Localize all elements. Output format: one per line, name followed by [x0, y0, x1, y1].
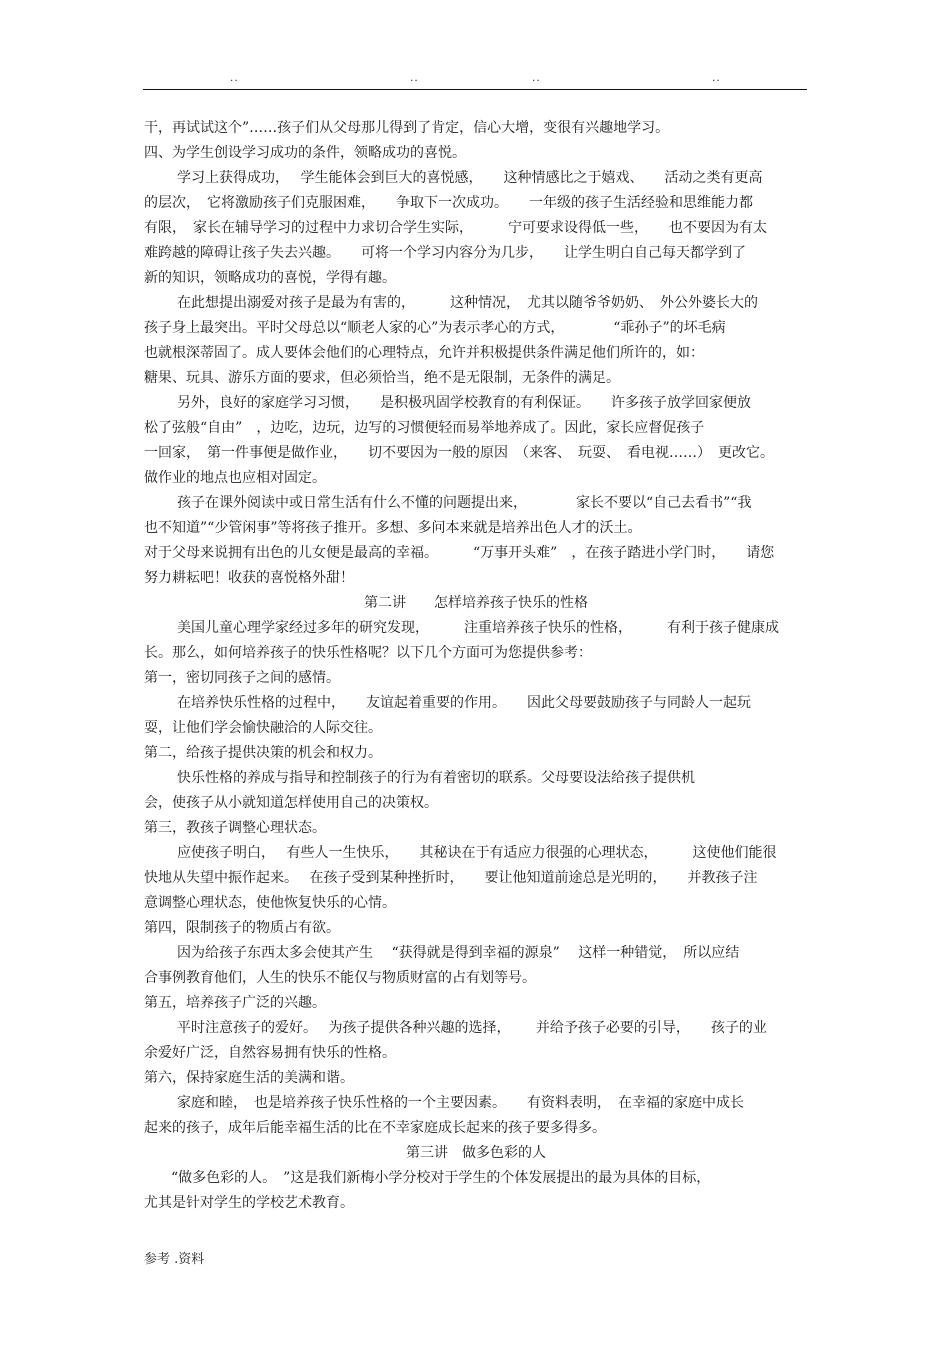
header-dots: .. [532, 70, 541, 84]
header-dots: .. [712, 70, 721, 84]
text-line: 长。那么，如何培养孩子的快乐性格呢？以下几个方面可为您提供参考： [144, 645, 592, 661]
text-line: 也不知道”“少管闲事”等将孩子推开。多想、多问本来就是培养出色人才的沃土。 [144, 520, 642, 536]
text-line: 起来的孩子，成年后能幸福生活的比在不幸家庭成长起来的孩子要多得多。 [144, 1120, 606, 1136]
section-heading: 第三，教孩子调整心理状态。 [144, 820, 326, 836]
text-line: 干，再试试这个”……孩子们从父母那儿得到了肯定，信心大增，变很有兴趣地学习。 [144, 120, 670, 136]
text-line: 耍，让他们学会愉快融洽的人际交往。 [144, 720, 382, 736]
lecture-heading: 第三讲 做多色彩的人 [406, 1145, 546, 1161]
text-line: 孩子在课外阅读中或日常生活有什么不懂的问题提出来， 家长不要以“自己去看书”“我 [177, 495, 752, 511]
text-line: 快地从失望中振作起来。 在孩子受到某种挫折时， 要让他知道前途总是光明的， 并教孩子注 [144, 870, 758, 886]
body-text [144, 116, 808, 1216]
text-line: 有限， 家长在辅导学习的过程中力求切合学生实际， 宁可要求设得低一些， 也不要因为有太 [144, 220, 767, 236]
text-line: 余爱好广泛，自然容易拥有快乐的性格。 [144, 1045, 396, 1061]
section-heading: 第一，密切同孩子之间的感情。 [144, 670, 340, 686]
text-line: 美国儿童心理学家经过多年的研究发现， 注重培养孩子快乐的性格， 有利于孩子健康成 [177, 620, 779, 636]
text-line: 会，使孩子从小就知道怎样使用自己的决策权。 [144, 795, 438, 811]
section-heading: 第六，保持家庭生活的美满和谐。 [144, 1070, 354, 1086]
section-heading: 第四，限制孩子的物质占有欲。 [144, 920, 340, 936]
text-line: 对于父母来说拥有出色的儿女便是最高的幸福。 “万事开头难” ，在孩子踏进小学门时， 请您 [144, 545, 775, 561]
text-line: 难跨越的障碍让孩子失去兴趣。 可将一个学习内容分为几步， 让学生明白自己每天都学到了 [144, 245, 746, 261]
text-line: 糖果、玩具、游乐方面的要求，但必须恰当，绝不是无限制，无条件的满足。 [144, 370, 620, 386]
section-heading: 四、为学生创设学习成功的条件，领略成功的喜悦。 [144, 145, 466, 161]
header-rule [143, 89, 807, 90]
text-line: 在此想提出溺爱对孩子是最为有害的， 这种情况， 尤其以随爷爷奶奶、 外公外婆长大的 [177, 295, 758, 311]
header-dots: .. [230, 70, 239, 84]
text-line: 意调整心理状态，使他恢复快乐的心情。 [144, 895, 396, 911]
text-line: 孩子身上最突出。平时父母总以“顺老人家的心”为表示孝心的方式， “乖孙子”的坏毛病 [144, 320, 726, 336]
text-line: 尤其是针对学生的学校艺术教育。 [144, 1195, 354, 1211]
text-line: 应使孩子明白， 有些人一生快乐， 其秘诀在于有适应力很强的心理状态， 这使他们能很 [177, 845, 777, 861]
text-line: 新的知识，领略成功的喜悦，学得有趣。 [144, 270, 396, 286]
text-line: 家庭和睦， 也是培养孩子快乐性格的一个主要因素。 有资料表明， 在幸福的家庭中成长 [177, 1095, 744, 1111]
text-line: 努力耕耘吧！收获的喜悦格外甜！ [144, 570, 354, 586]
text-line: 在培养快乐性格的过程中， 友谊起着重要的作用。 因此父母要鼓励孩子与同龄人一起玩 [177, 695, 751, 711]
text-line: “做多色彩的人。 ”这是我们新梅小学分校对于学生的个体发展提出的最为具体的目标， [171, 1170, 711, 1186]
section-heading: 第二，给孩子提供决策的机会和权力。 [144, 745, 382, 761]
page-footer: 参考 .资料 [144, 1252, 205, 1267]
text-line: 合事例教育他们，人生的快乐不能仅与物质财富的占有划等号。 [144, 970, 536, 986]
text-line: 松了弦般“自由” ，边吃，边玩，边写的习惯便轻而易举地养成了。因此，家长应督促孩子 [144, 420, 705, 436]
text-line: 平时注意孩子的爱好。 为孩子提供各种兴趣的选择， 并给予孩子必要的引导， 孩子的业 [177, 1020, 767, 1036]
text-line: 一回家， 第一件事便是做作业， 切不要因为一般的原因 （来客、 玩耍、 看电视……） 更改它。 [144, 445, 774, 461]
text-line: 快乐性格的养成与指导和控制孩子的行为有着密切的联系。父母要设法给孩子提供机 [177, 770, 695, 786]
text-line: 因为给孩子东西太多会使其产生 “获得就是得到幸福的源泉” 这样一种错觉， 所以应结 [177, 945, 740, 961]
text-line: 另外，良好的家庭学习习惯， 是积极巩固学校教育的有利保证。 许多孩子放学回家便放 [177, 395, 751, 411]
text-line: 学习上获得成功， 学生能体会到巨大的喜悦感， 这种情感比之于嬉戏、 活动之类有更高 [177, 170, 763, 186]
section-heading: 第五，培养孩子广泛的兴趣。 [144, 995, 326, 1011]
lecture-heading: 第二讲 怎样培养孩子快乐的性格 [364, 595, 588, 611]
header-dots: .. [410, 70, 419, 84]
text-line: 做作业的地点也应相对固定。 [144, 470, 326, 486]
text-line: 也就根深蒂固了。成人要体会他们的心理特点，允许并积极提供条件满足他们所许的，如： [144, 345, 704, 361]
text-line: 的层次， 它将激励孩子们克服困难， 争取下一次成功。 一年级的孩子生活经验和思维能力都 [144, 195, 753, 211]
